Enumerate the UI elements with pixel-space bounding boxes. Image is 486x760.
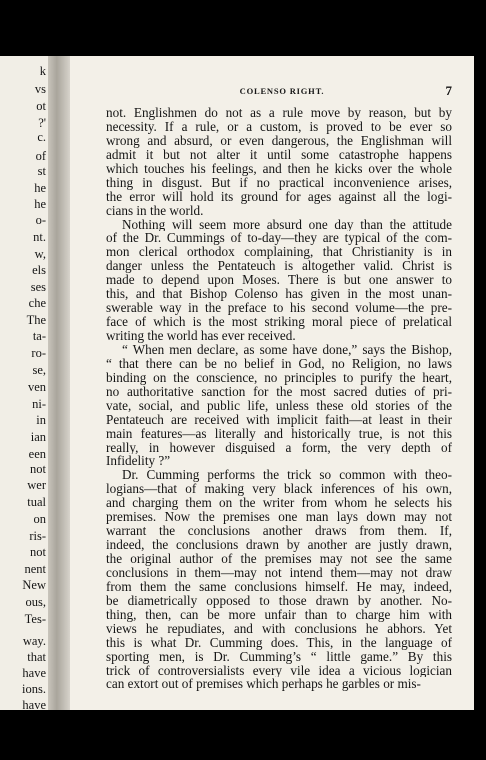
text-line: Pentateuch are received with implicit faith—at least in their [106, 412, 452, 427]
text-line: really, in however disguised a form, the very depth of [106, 440, 452, 455]
facing-page-edge [0, 56, 48, 710]
facing-page-fragment: ions. [22, 682, 46, 696]
facing-page-fragment: on [33, 512, 46, 526]
facing-page-fragment: w, [34, 247, 46, 261]
page-number: 7 [445, 83, 452, 98]
facing-page-fragment: k [39, 64, 46, 78]
text-line: danger unless the Pentateuch is altogether valid. Christ is [106, 259, 452, 274]
facing-page-fragment: ro- [31, 346, 46, 360]
facing-page-fragment: he [34, 197, 46, 211]
facing-page-fragment: ven [27, 380, 46, 394]
facing-page-fragment: New [22, 578, 46, 592]
facing-page-fragment: ni- [32, 397, 46, 411]
facing-page-fragment: els [32, 263, 46, 277]
page-header [112, 83, 452, 99]
text-line: which touches his feelings, and then he kicks over the whole [106, 161, 452, 176]
facing-page-fragment: ot [36, 99, 46, 113]
facing-page-fragment: tual [27, 495, 46, 509]
facing-page-fragment: vs [34, 82, 46, 96]
facing-page-fragment: he [34, 181, 46, 195]
facing-page-fragment: nent [24, 562, 46, 576]
paragraph [106, 343, 452, 468]
facing-page-fragment: che [28, 296, 46, 310]
text-line: indeed, the conclusions drawn by another are justly drawn, [106, 538, 452, 552]
facing-page-fragment: ian [30, 430, 46, 444]
text-line: the original author of the premises may not see the same [106, 552, 452, 566]
text-line: can extort out of premises which perhaps he garbles or mis- [106, 677, 421, 692]
facing-page-fragment: in [36, 413, 46, 427]
text-line: binding on the conscience, no principles to purify the heart, [106, 370, 452, 385]
text-line: swerable way in the preface to his second volume—the pre- [106, 301, 452, 316]
book-page [70, 56, 474, 710]
text-line: this is what Dr. Cumming does. This, in the language of [106, 635, 452, 650]
text-line: made to depend upon Moses. There is but one answer to [106, 273, 452, 288]
text-line: face of which is the most striking moral piece of prelatical [106, 315, 452, 329]
text-line: mon clerical orthodox complaining, that Christianity is in [106, 245, 452, 260]
body-text [106, 106, 452, 691]
facing-page-fragment: that [27, 650, 46, 664]
text-line: admit it but not alter it until some catastrophe happens [106, 147, 452, 162]
text-line: this, and that Bishop Colenso has given in the most unan- [106, 287, 452, 302]
facing-page-fragment: een [28, 447, 46, 461]
text-line: thing in disgust. But if no practical inconvenience arises, [106, 175, 452, 190]
text-line: warrant the conclusions another draws from them. If, [106, 524, 452, 539]
text-line: not. Englishmen do not as a rule move by reason, but by [106, 106, 452, 120]
text-line: “ When men declare, as some have done,” says the Bishop, [122, 342, 452, 357]
facing-page-fragment: have [22, 666, 46, 680]
text-line: trick of controversialists every vile idea a vicious logician [106, 663, 452, 678]
text-line: of the Dr. Cummings of to-day—they are typical of the com- [106, 231, 452, 246]
facing-page-fragment: ta- [32, 329, 46, 343]
text-line: cians in the world. [106, 203, 204, 218]
text-line: wrong and absurd, or even dangerous, the Englishman will [106, 133, 452, 148]
text-line: thing, then, can be more unfair than to charge him with [106, 607, 452, 622]
text-line: premises. Now the premises one man lays down may not [106, 510, 452, 525]
facing-page-fragment: not [30, 545, 46, 559]
text-line: and charging them on the writer from whom he selects his [106, 496, 452, 511]
facing-page-fragment: wer [27, 478, 46, 492]
facing-page-fragment: se, [32, 363, 46, 377]
text-line: the error will hold its ground for ages against all the logi- [106, 189, 452, 204]
facing-page-fragment: Tes- [24, 612, 46, 626]
facing-page-fragment: ous, [25, 595, 46, 609]
facing-page-fragment: not [30, 462, 46, 476]
text-line: Nothing will seem more absurd one day than the attitude [122, 217, 452, 232]
text-line: Dr. Cumming performs the trick so common with theo- [122, 468, 452, 483]
paragraph [106, 468, 452, 691]
running-head: COLENSO RIGHT. [239, 86, 325, 96]
text-line: be diametrically opposed to those drawn by another. No- [106, 593, 452, 608]
facing-page-fragment: o- [35, 213, 46, 227]
text-line: vate, social, and public life, unless these old stories of the [106, 398, 452, 413]
book-gutter [48, 56, 70, 710]
text-line: no authoritative sanction for the most sacred duties of pri- [106, 384, 452, 399]
facing-page-fragment: ses [30, 280, 46, 294]
paragraph [106, 106, 452, 218]
text-line: main features—as literally and historically true, is not this [106, 426, 452, 441]
text-line: sporting men, is Dr. Cumming’s “ little game.” By this [106, 649, 452, 664]
facing-page-fragment: ?' [38, 116, 46, 130]
text-line: “ that there can be no belief in God, no Religion, no laws [106, 356, 452, 371]
facing-page-fragment: way. [22, 634, 46, 648]
text-line: conclusions in them—may not intend them—may not draw [106, 565, 452, 580]
paragraph [106, 218, 452, 343]
facing-page-fragment: st [37, 164, 46, 178]
facing-page-fragment: of [35, 149, 46, 163]
text-line: necessity. If a rule, or a custom, is proved to be ever so [106, 119, 452, 134]
text-line: Infidelity ?” [106, 454, 171, 469]
facing-page-fragment: c. [37, 130, 46, 144]
facing-page-fragment: have [22, 698, 46, 710]
facing-page-fragment: nt. [33, 230, 46, 244]
text-line: from them the same conclusions himself. He may, indeed, [106, 579, 452, 594]
text-line: logians—that of making very black inferences of his own, [106, 482, 452, 497]
text-line: writing the world has ever received. [106, 329, 296, 343]
facing-page-fragment: The [26, 313, 46, 327]
facing-page-fragment: ris- [29, 529, 46, 543]
text-line: views he repudiates, and with conclusions he abhors. Yet [106, 621, 452, 636]
